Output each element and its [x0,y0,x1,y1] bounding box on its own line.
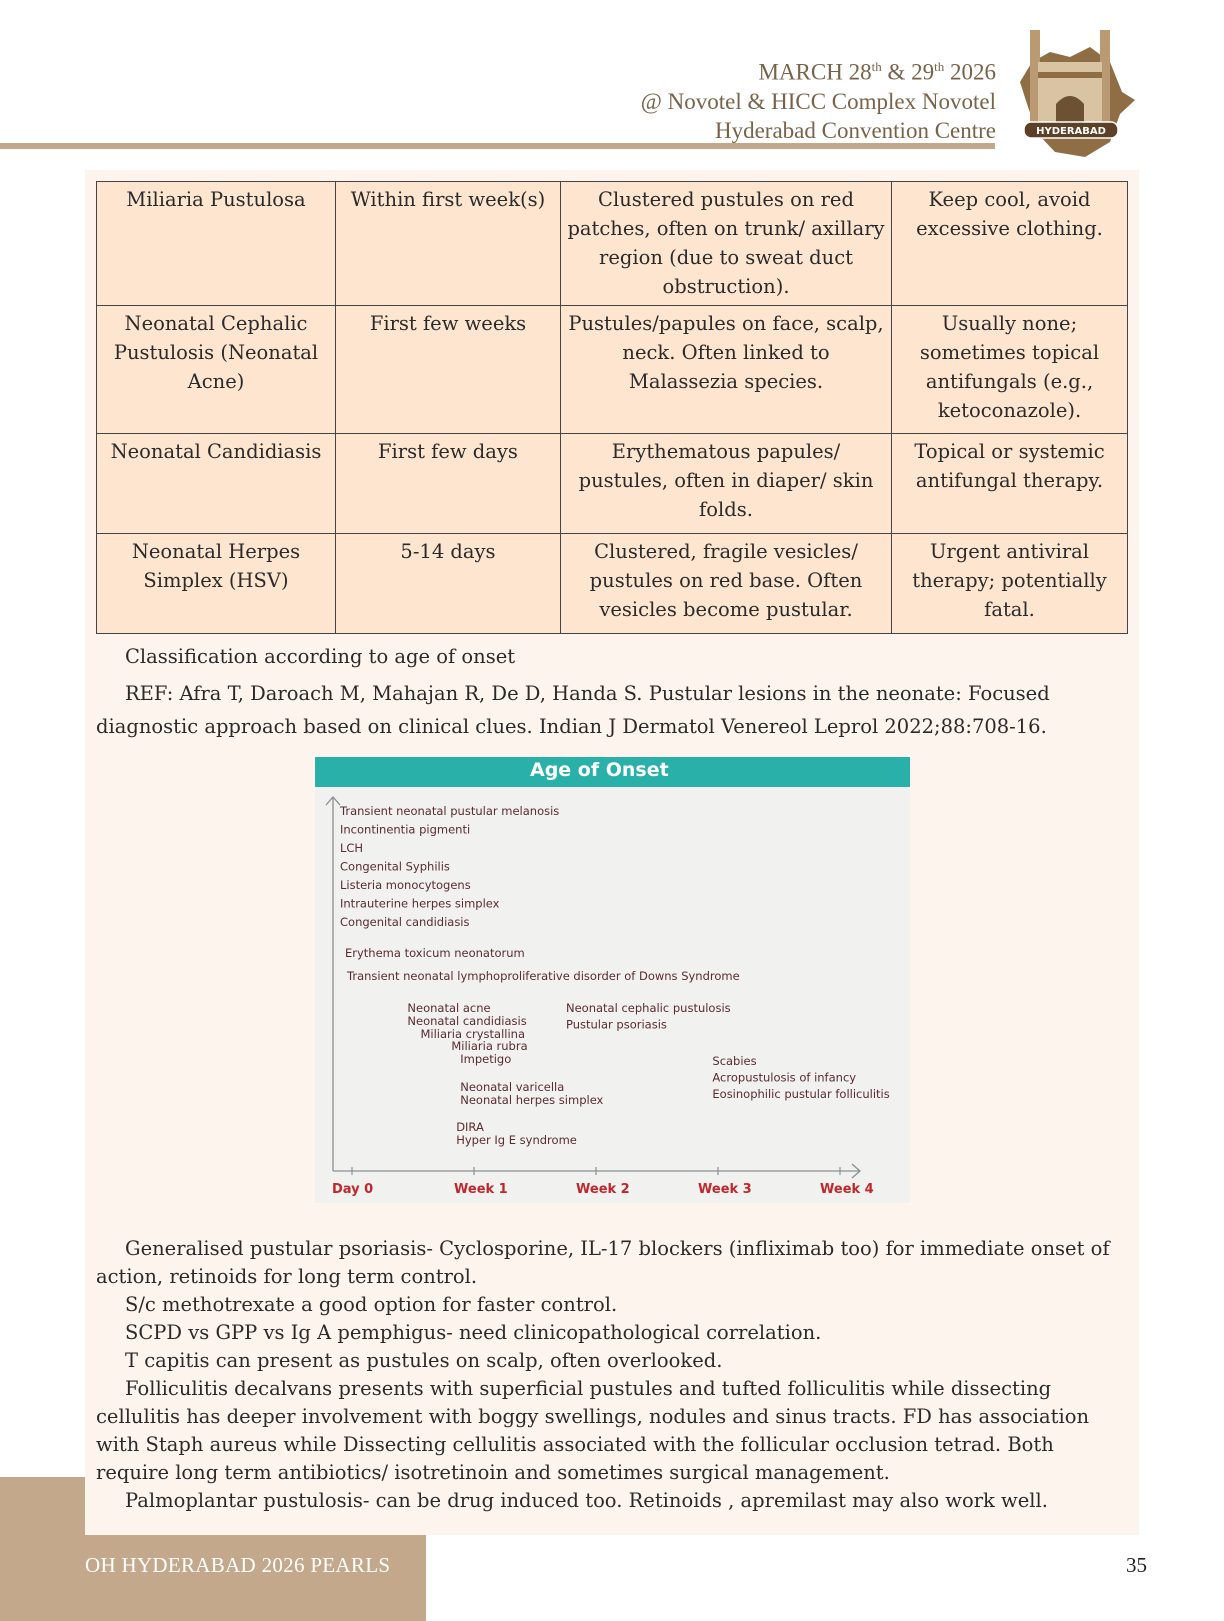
note-paragraph: Generalised pustular psoriasis- Cyclosporine, IL-17 blockers (infliximab too) for immediate onset of action, retinoids for long term control. [96,1237,1110,1288]
table-cell-onset: First few days [336,434,561,534]
table-cell-management: Urgent antiviral therapy; potentially fatal. [892,534,1128,634]
onset-item-label: Scabies [712,1054,757,1068]
differential-diagnosis-table [96,181,1128,634]
logo-label: HYDERABAD [1036,126,1106,137]
onset-item-label: Incontinentia pigmenti [340,822,471,837]
onset-item-label: Acropustulosis of infancy [712,1070,857,1085]
onset-item-label: Listeria monocytogens [340,878,471,892]
onset-item-label: Neonatal candidiasis [407,1014,527,1028]
x-tick-label: Week 3 [698,1182,752,1197]
onset-item-label: Pustular psoriasis [566,1017,667,1032]
onset-item-label: Erythema toxicum neonatorum [345,946,525,960]
table-cell-features: Clustered pustules on red patches, often on trunk/ axillary region (due to sweat duct obstruction). [561,182,892,306]
x-tick-label: Week 2 [576,1182,630,1197]
onset-item-label: Neonatal acne [407,1001,491,1015]
table-cell-condition: Neonatal Candidiasis [97,434,336,534]
table-row [97,306,1128,434]
note-paragraph: SCPD vs GPP vs Ig A pemphigus- need clinicopathological correlation. [125,1321,822,1344]
table-cell-features: Erythematous papules/ pustules, often in diaper/ skin folds. [561,434,892,534]
table-cell-onset: First few weeks [336,306,561,434]
table-cell-onset: Within first week(s) [336,182,561,306]
table-cell-condition: Neonatal Cephalic Pustulosis (Neonatal Acne) [97,306,336,434]
header-divider [0,143,995,149]
x-tick-label: Day 0 [332,1182,374,1197]
chart-canvas [315,757,910,1203]
table-row [97,534,1128,634]
note-paragraph: T capitis can present as pustules on scalp, often overlooked. [125,1349,723,1372]
table-cell-condition: Miliaria Pustulosa [97,182,336,306]
onset-item-label: Miliaria rubra [451,1039,528,1053]
table-row [97,182,1128,306]
onset-item-label: Hyper Ig E syndrome [456,1133,577,1147]
onset-item-label: Neonatal cephalic pustulosis [566,1001,731,1015]
event-venue-line2: Hyderabad Convention Centre [714,117,996,143]
onset-item-label: Intrauterine herpes simplex [340,896,500,911]
onset-item-label: DIRA [456,1120,484,1134]
table-cell-features: Pustules/papules on face, scalp, neck. Often linked to Malassezia species. [561,306,892,434]
onset-item-label: LCH [340,841,364,855]
onset-item-label: Neonatal herpes simplex [460,1093,604,1107]
onset-item-label: Transient neonatal pustular melanosis [340,804,560,818]
onset-item-label: Eosinophilic pustular folliculitis [712,1087,890,1101]
onset-item-label: Neonatal varicella [460,1080,565,1094]
table-row [97,434,1128,534]
event-venue-line1: @ Novotel & HICC Complex Novotel [640,88,996,114]
table-cell-features: Clustered, fragile vesicles/ pustules on red base. Often vesicles become pustular. [561,534,892,634]
note-paragraph: S/c methotrexate a good option for faster control. [125,1293,618,1316]
x-tick-label: Week 1 [454,1182,508,1197]
hyderabad-charminar-logo-icon [1010,22,1140,162]
clinical-notes [96,1235,1128,1515]
onset-item-label: Impetigo [460,1052,512,1066]
event-dates: MARCH 28th & 29th 2026 [758,59,996,85]
chart-title: Age of Onset [530,759,669,781]
table-cell-management: Keep cool, avoid excessive clothing. [892,182,1128,306]
table-cell-management: Usually none; sometimes topical antifungals (e.g., ketoconazole). [892,306,1128,434]
page-number: 35 [1126,1553,1147,1577]
onset-item-label: Transient neonatal lymphoproliferative disorder of Downs Syndrome [347,969,740,983]
event-header [641,52,996,145]
onset-item-label: Congenital Syphilis [340,859,450,874]
note-paragraph: Palmoplantar pustulosis- can be drug induced too. Retinoids , apremilast may also work well. [125,1489,1048,1512]
age-of-onset-chart [315,757,910,1203]
footer-label-background [0,1535,426,1621]
table-cell-condition: Neonatal Herpes Simplex (HSV) [97,534,336,634]
reference-citation: REF: Afra T, Daroach M, Mahajan R, De D, Handa S. Pustular lesions in the neonate: Focused diagnostic approach based on clinical clues. Indian J Dermatol Venereol Leprol 2022;88:708-16. [96,682,1050,738]
table-cell-management: Topical or systemic antifungal therapy. [892,434,1128,534]
footer-publication-title: OH HYDERABAD 2026 PEARLS [85,1553,391,1577]
onset-item-label: Miliaria crystallina [420,1027,526,1041]
note-paragraph: Folliculitis decalvans presents with superficial pustules and tufted folliculitis while dissecting cellulitis has deeper involvement with boggy swellings, nodules and sinus tracts. FD has association with Staph aureus while Dissecting cellulitis associated with the follicular occlusion tetrad. Both require long term antibiotics/ isotretinoin and sometimes surgical management. [96,1377,1090,1484]
onset-item-label: Congenital candidiasis [340,915,470,929]
figure-caption: Classification according to age of onset [125,645,516,668]
x-tick-label: Week 4 [820,1182,874,1197]
table-cell-onset: 5-14 days [336,534,561,634]
